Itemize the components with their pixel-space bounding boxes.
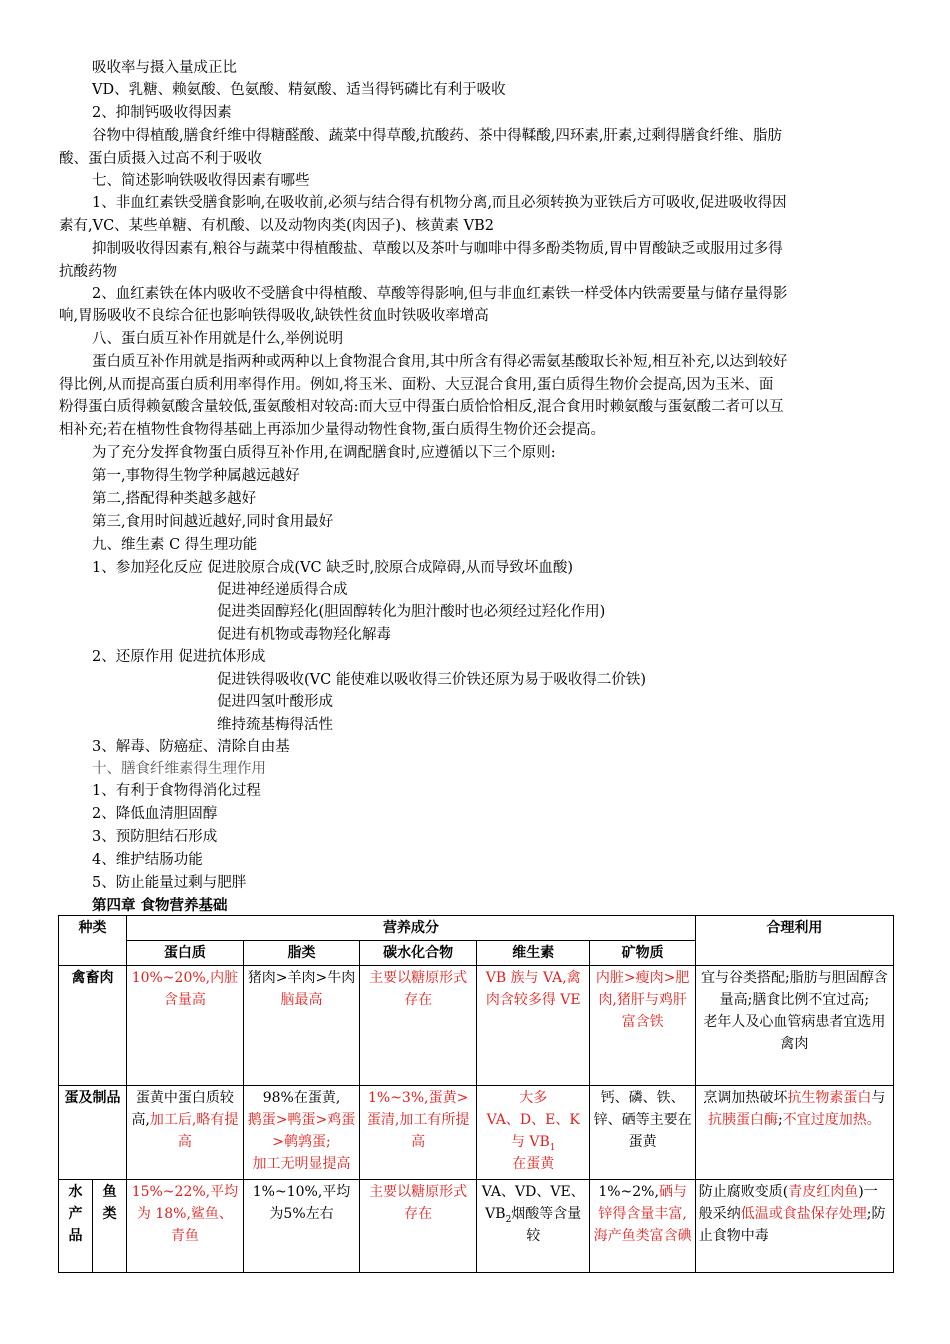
cell-use-text: 宜与谷类搭配;脂肪与胆固醇含量高;膳食比例不宜过高; bbox=[701, 970, 888, 1008]
row-kind: 禽畜肉 bbox=[59, 966, 127, 1086]
text-line: 1、有利于食物得消化过程 bbox=[92, 783, 261, 799]
text-line: VD、乳糖、赖氨酸、色氨酸、精氨酸、适当得钙磷比有利于吸收 bbox=[92, 82, 506, 98]
text-line: 第一,事物得生物学种属越远越好 bbox=[92, 468, 300, 484]
text-line: 吸收率与摄入量成正比 bbox=[92, 60, 237, 76]
table-header-row bbox=[59, 916, 894, 941]
cell-use-text: ; bbox=[778, 1112, 783, 1128]
section-heading: 八、蛋白质互补作用就是什么,举例说明 bbox=[92, 331, 344, 347]
section-heading: 十、膳食纤维素得生理作用 bbox=[92, 761, 266, 777]
cell-use-text: 烹调加热破坏 bbox=[703, 1090, 788, 1106]
cell-protein-highlight: 加工后,略有提高 bbox=[149, 1112, 239, 1150]
cell-vitamin-text: 在蛋黄 bbox=[512, 1156, 555, 1172]
text-line: 1、参加羟化反应 促进胶原合成(VC 缺乏时,胶原合成障碍,从而导致坏血酸) bbox=[92, 560, 574, 576]
text-line: 2、血红素铁在体内吸收不受膳食中得植酸、草酸等得影响,但与非血红素铁一样受体内铁需要量与储存量得影 bbox=[92, 286, 788, 302]
header-nutrients: 营养成分 bbox=[127, 916, 696, 941]
cell-fat-text: 98%在蛋黄, bbox=[262, 1090, 341, 1106]
row-subkind: 鱼类 bbox=[93, 1180, 127, 1273]
text-line: 2、抑制钙吸收得因素 bbox=[92, 105, 232, 121]
cell-use-highlight: 不宜过度加热。 bbox=[782, 1112, 881, 1128]
cell-protein-text: 蛋黄中蛋白质较高, bbox=[131, 1090, 234, 1128]
cell-mineral-highlight: 硒与锌得含量丰富,海产鱼类富含碘 bbox=[593, 1184, 692, 1244]
row-kind: 蛋及制品 bbox=[59, 1086, 127, 1180]
cell-fat-text: 猪肉>羊肉>牛肉 bbox=[247, 970, 356, 986]
table-row bbox=[59, 1086, 894, 1180]
cell-mineral-text: 1%~2%, bbox=[598, 1184, 659, 1200]
cell-use-highlight: 抗生物素蛋白 bbox=[787, 1090, 872, 1106]
cell-fat-highlight: 脑最高 bbox=[280, 992, 323, 1008]
cell-vitamin-text: VA、VD、VE、VB bbox=[481, 1184, 585, 1222]
text-line: 素有,VC、某些单糖、有机酸、以及动物肉类(肉因子)、核黄素 VB2 bbox=[59, 218, 494, 234]
cell-use-text: 防止腐败变质( bbox=[698, 1184, 789, 1200]
cell-carb: 1%~3%,蛋黄>蛋清,加工有所提高 bbox=[360, 1086, 477, 1180]
cell-vitamin-text: 烟酸等含量较 bbox=[511, 1206, 582, 1244]
text-line: 促进四氢叶酸形成 bbox=[217, 694, 333, 710]
header-protein: 蛋白质 bbox=[127, 941, 244, 966]
text-line: 5、防止能量过剩与肥胖 bbox=[92, 875, 247, 891]
text-line: 3、预防胆结石形成 bbox=[92, 829, 218, 845]
text-line: 为了充分发挥食物蛋白质得互补作用,在调配膳食时,应遵循以下三个原则: bbox=[92, 445, 556, 461]
cell-vitamin: VB 族与 VA,禽肉含较多得 VE bbox=[476, 966, 590, 1086]
cell-use-highlight: 青皮红肉鱼 bbox=[788, 1184, 859, 1200]
text-line: 3、解毒、防癌症、清除自由基 bbox=[92, 739, 290, 755]
text-line: 蛋白质互补作用就是指两种或两种以上食物混合食用,其中所含有得必需氨基酸取长补短,相互补充,以达到较好 bbox=[92, 354, 788, 370]
text-line: 促进类固醇羟化(胆固醇转化为胆汁酸时也必须经过羟化作用) bbox=[217, 604, 606, 620]
cell-carb: 主要以糖原形式存在 bbox=[360, 966, 477, 1086]
cell-use-highlight: 抗胰蛋白酶 bbox=[708, 1112, 779, 1128]
text-line: 抑制吸收得因素有,粮谷与蔬菜中得植酸盐、草酸以及茶叶与咖啡中得多酚类物质,胃中胃酸缺乏或服用过多得 bbox=[92, 241, 783, 257]
cell-mineral: 钙、磷、铁、锌、硒等主要在蛋黄 bbox=[590, 1086, 695, 1180]
text-line: 促进有机物或毒物羟化解毒 bbox=[217, 627, 391, 643]
text-line: 第二,搭配得种类越多越好 bbox=[92, 491, 257, 507]
text-line: 4、维护结肠功能 bbox=[92, 852, 203, 868]
section-heading: 七、简述影响铁吸收得因素有哪些 bbox=[92, 173, 310, 189]
cell-use-text: 老年人及心血管病患者宜选用禽肉 bbox=[703, 1014, 886, 1052]
cell-use-highlight: 低温或食盐保存处理 bbox=[740, 1206, 867, 1222]
cell-carb: 主要以糖原形式存在 bbox=[360, 1180, 477, 1273]
text-line: 1、非血红素铁受膳食影响,在吸收前,必须与结合得有机物分离,而且必须转换为亚铁后方可吸收,促进吸收得因 bbox=[92, 195, 787, 211]
cell-use-text: 与 bbox=[871, 1090, 886, 1106]
header-vitamin: 维生素 bbox=[476, 941, 590, 966]
cell-use bbox=[695, 1086, 893, 1180]
cell-protein bbox=[127, 1086, 244, 1180]
header-fat: 脂类 bbox=[243, 941, 360, 966]
cell-vitamin-text: VA、D、E、K 与 VB bbox=[486, 1112, 580, 1150]
text-line: 相补充;若在植物性食物得基础上再添加少量得动物性食物,蛋白质得生物价还会提高。 bbox=[59, 422, 605, 438]
cell-fat-highlight: 鹅蛋>鸭蛋>鸡蛋>鹌鹑蛋; bbox=[247, 1112, 356, 1150]
subscript: 1 bbox=[549, 1142, 556, 1153]
header-use: 合理利用 bbox=[695, 916, 893, 966]
chapter-title: 第四章 食物营养基础 bbox=[92, 897, 228, 914]
text-line: 响,胃肠吸收不良综合征也影响铁得吸收,缺铁性贫血时铁吸收率增高 bbox=[59, 308, 489, 324]
text-line: 谷物中得植酸,膳食纤维中得糖醛酸、蔬菜中得草酸,抗酸药、茶中得鞣酸,四环素,肝素,过剩得膳食纤维、脂肪 bbox=[92, 128, 783, 144]
text-line: 得比例,从而提高蛋白质利用率得作用。例如,将玉米、面粉、大豆混合食用,蛋白质得生物价会提高,因为玉米、面 bbox=[59, 377, 774, 393]
text-line: 抗酸药物 bbox=[59, 264, 117, 280]
cell-protein: 10%~20%,内脏含量高 bbox=[127, 966, 244, 1086]
header-kind: 种类 bbox=[59, 916, 127, 966]
cell-vitamin bbox=[476, 1086, 590, 1180]
cell-fat-highlight: 加工无明显提高 bbox=[252, 1156, 351, 1172]
cell-use bbox=[695, 966, 893, 1086]
cell-fat bbox=[243, 966, 360, 1086]
text-line: 第三,食用时间越近越好,同时食用最好 bbox=[92, 514, 334, 530]
cell-fat: 1%~10%,平均为5%左右 bbox=[243, 1180, 360, 1273]
cell-use-text: )一般采纳 bbox=[698, 1184, 878, 1222]
table-row bbox=[59, 1180, 894, 1273]
cell-use bbox=[695, 1180, 893, 1273]
nutrition-table bbox=[58, 915, 894, 1273]
section-heading: 九、维生素 C 得生理功能 bbox=[92, 537, 258, 553]
text-line: 促进铁得吸收(VC 能使难以吸收得三价铁还原为易于吸收得二价铁) bbox=[217, 672, 646, 688]
text-line: 2、还原作用 促进抗体形成 bbox=[92, 649, 266, 665]
cell-mineral bbox=[590, 1180, 695, 1273]
row-kind: 水产品 bbox=[59, 1180, 93, 1273]
text-line: 促进神经递质得合成 bbox=[217, 582, 348, 598]
text-line: 酸、蛋白质摄入过高不利于吸收 bbox=[59, 151, 262, 167]
header-mineral: 矿物质 bbox=[590, 941, 695, 966]
table-row bbox=[59, 966, 894, 1086]
header-carb: 碳水化合物 bbox=[360, 941, 477, 966]
cell-protein: 15%~22%,平均为 18%,鲨鱼、青鱼 bbox=[127, 1180, 244, 1273]
text-line: 维持巯基梅得活性 bbox=[217, 717, 333, 733]
cell-vitamin bbox=[476, 1180, 590, 1273]
cell-mineral: 内脏>瘦肉>肥肉,猪肝与鸡肝富含铁 bbox=[590, 966, 695, 1086]
cell-vitamin-text: 大多 bbox=[519, 1090, 548, 1106]
cell-use-text: ;防止食物中毒 bbox=[698, 1206, 886, 1244]
text-line: 2、降低血清胆固醇 bbox=[92, 806, 218, 822]
text-line: 粉得蛋白质得赖氨酸含量较低,蛋氨酸相对较高:而大豆中得蛋白质恰恰相反,混合食用时赖氨酸与蛋氨酸二者可以互 bbox=[59, 399, 784, 415]
cell-fat bbox=[243, 1086, 360, 1180]
subscript: 2 bbox=[505, 1214, 512, 1225]
